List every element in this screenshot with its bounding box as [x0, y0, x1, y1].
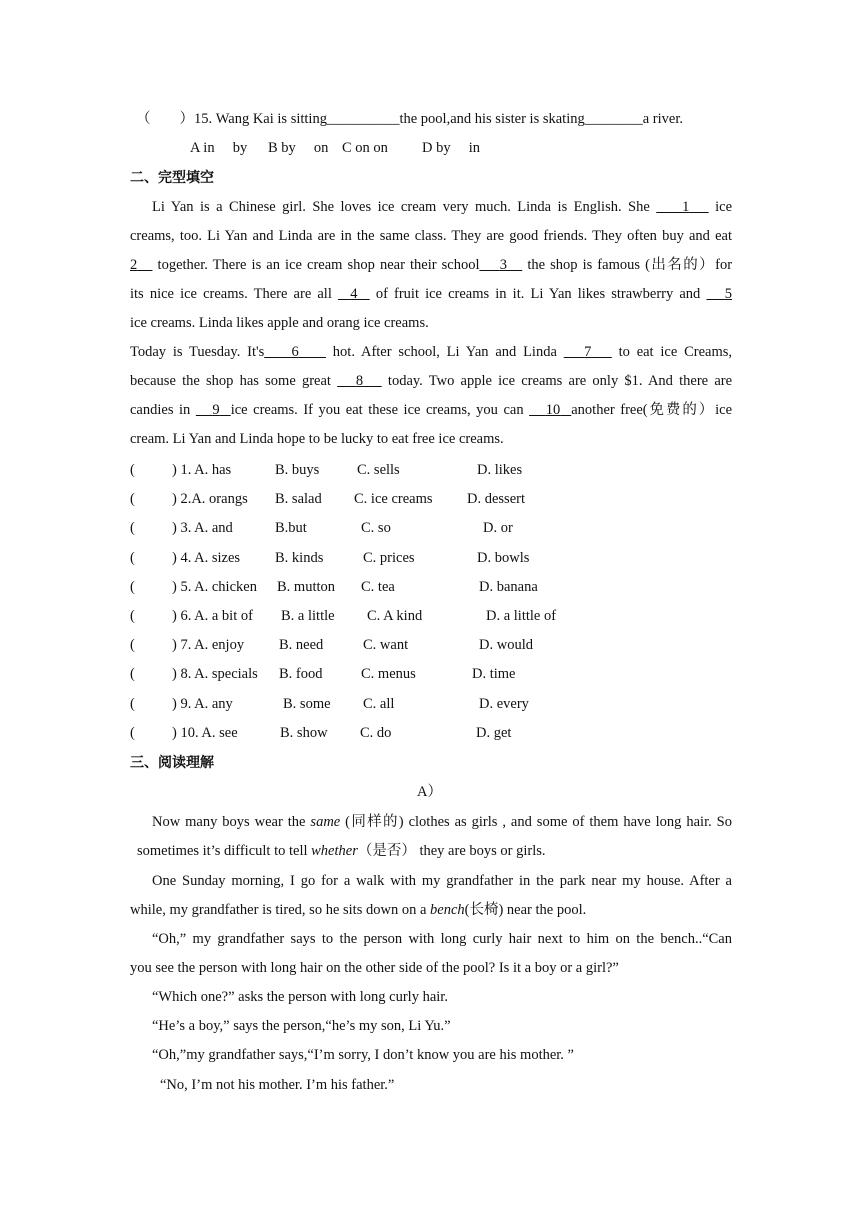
option-c: C. sells [357, 462, 400, 478]
reading-p1-line2 [137, 842, 546, 860]
cloze-line-9 [130, 430, 504, 448]
option-a: ) 8. A. specials [172, 666, 258, 683]
answer-paren: ( [130, 520, 135, 537]
cloze-text: candies in [130, 402, 196, 418]
option-a: ) 7. A. enjoy [172, 637, 245, 654]
question-text: 15. Wang Kai is sitting [194, 111, 327, 127]
question-row [0, 578, 860, 596]
answer-paren: ( [130, 578, 135, 595]
option-d: D. likes [477, 462, 523, 478]
option-b: B. some [283, 695, 331, 712]
reading-p1-line1 [152, 813, 732, 831]
option-c: C. want [363, 637, 409, 654]
reading-text: (同样的) clothes as girls , and some of them have long hair. So [340, 814, 732, 830]
option-a: ) 5. A. chicken [172, 578, 257, 595]
question-row [0, 695, 860, 713]
question-row [0, 519, 860, 537]
cloze-text: hot. After school, Li Yan and Linda [326, 344, 564, 360]
option-d: D. banana [479, 578, 538, 595]
option-d: D. dessert [467, 491, 525, 508]
question-row [0, 549, 860, 567]
option-a: ) 3. A. and [172, 520, 233, 537]
option-d: D. bowls [477, 549, 530, 566]
cloze-text: together. There is an ice cream shop near their school [152, 257, 480, 273]
cloze-text: its nice ice creams. There are all [130, 286, 338, 302]
cloze-text: ice creams. Linda likes apple and orang ice creams. [130, 315, 429, 331]
blank-10: 10 [545, 402, 561, 418]
question-15 [136, 110, 683, 128]
cloze-text: to eat ice Creams, [611, 344, 733, 360]
section-heading-reading: 三、阅读理解 [130, 755, 214, 771]
reading-text: Now many boys wear the [152, 814, 311, 830]
reading-p4: “Which one?” asks the person with long curly hair. [152, 989, 448, 1005]
option-b: B. buys [275, 462, 320, 478]
cloze-line-7 [130, 372, 732, 390]
option-a: ) 6. A. a bit of [172, 608, 253, 624]
cloze-text: cream. Li Yan and Linda hope to be lucky to eat free ice creams. [130, 431, 504, 447]
blank-3: 3 [499, 257, 508, 273]
option-c: C. so [361, 520, 391, 537]
reading-p2-line2 [130, 901, 586, 919]
cloze-text: Today is Tuesday. It's [130, 344, 265, 360]
question-row [0, 461, 860, 479]
cloze-text: ice creams. If you eat these ice creams, you can [230, 402, 530, 418]
option-c: C. ice creams [354, 491, 433, 508]
cloze-text: another free(免费的）ice [571, 402, 733, 418]
passage-label: A） [417, 784, 442, 800]
cloze-text: the shop is famous (出名的）for [522, 257, 733, 273]
option-a: A in by [190, 140, 248, 156]
cloze-line-2 [130, 227, 732, 245]
option-b: B. need [279, 637, 324, 654]
option-b: B. a little [281, 608, 335, 624]
answer-paren: ( [130, 491, 135, 508]
reading-text: sometimes it’s difficult to tell [137, 843, 312, 859]
option-b: B. show [280, 724, 328, 741]
option-c: C. A kind [367, 608, 423, 624]
answer-paren: ( [130, 724, 135, 741]
answer-paren: ( [130, 666, 135, 683]
blank: __________ [326, 111, 400, 127]
reading-p7: “No, I’m not his mother. I’m his father.” [160, 1077, 395, 1093]
blank-9: 9 [212, 402, 220, 418]
option-b: B. salad [275, 491, 322, 508]
option-b: B by on [268, 140, 329, 156]
blank-1: 1 [682, 199, 690, 215]
reading-text: (长椅) near the pool. [464, 902, 587, 918]
cloze-text: today. Two apple ice creams are only $1. And there are [381, 373, 733, 389]
cloze-line-8 [130, 401, 732, 419]
cloze-line-1 [152, 198, 732, 216]
cloze-line-3 [130, 256, 732, 274]
cloze-text: ice [708, 199, 733, 215]
option-c: C. all [363, 695, 395, 712]
blank-6: 6 [291, 344, 299, 360]
option-c: C. do [360, 724, 392, 741]
option-c: C. prices [363, 549, 415, 566]
reading-p2-line1 [152, 872, 732, 890]
cloze-line-6 [130, 343, 732, 361]
cloze-text: because the shop has some great [130, 373, 338, 389]
reading-p3-line2: you see the person with long hair on the other side of the pool? Is it a boy or a girl?” [130, 960, 619, 976]
option-b: B. food [279, 666, 323, 683]
blank-4: 4 [350, 286, 358, 302]
option-c: C. menus [361, 666, 416, 683]
reading-p5: “He’s a boy,” says the person,“he’s my son, Li Yu.” [152, 1018, 451, 1034]
reading-p3-line1 [152, 930, 732, 948]
question-row [0, 490, 860, 508]
option-b: B. mutton [277, 578, 336, 595]
option-a: ) 4. A. sizes [172, 549, 241, 566]
option-c: C on on [342, 140, 388, 156]
reading-keyword: bench [430, 902, 465, 918]
reading-text: “Oh,” my grandfather says to the person with long curly hair next to him on the bench..“Can [152, 931, 732, 947]
answer-paren: （ ） [136, 111, 194, 127]
option-c: C. tea [361, 578, 395, 595]
option-d: D. get [476, 724, 512, 741]
reading-text: One Sunday morning, I go for a walk with my grandfather in the park near my house. After a [152, 873, 732, 889]
cloze-text: Li Yan is a Chinese girl. She loves ice cream very much. Linda is English. She [152, 199, 657, 215]
cloze-line-5 [130, 314, 429, 332]
answer-paren: ( [130, 637, 135, 654]
answer-paren: ( [130, 549, 135, 566]
reading-text: （是否） they are boys or girls. [357, 843, 546, 859]
question-text: the pool,and his sister is skating [399, 111, 585, 127]
section-heading-cloze: 二、完型填空 [130, 170, 214, 186]
blank-5: 5 [724, 286, 733, 302]
reading-keyword: whether [311, 843, 358, 859]
option-d: D. or [483, 520, 513, 537]
option-d: D. time [472, 666, 516, 683]
question-row [0, 665, 860, 683]
cloze-text: creams, too. Li Yan and Linda are in the same class. They are good friends. They often buy and eat [130, 228, 732, 244]
option-b: B.but [275, 520, 307, 537]
blank-7: 7 [584, 344, 592, 360]
option-a: ) 1. A. has [172, 462, 232, 478]
blank-2: 2 [130, 257, 138, 273]
option-d: D by in [422, 140, 480, 156]
option-a: ) 9. A. any [172, 695, 233, 712]
answer-paren: ( [130, 695, 135, 712]
answer-paren: ( [130, 608, 135, 624]
option-d: D. would [479, 637, 533, 654]
option-a: ) 10. A. see [172, 724, 238, 741]
reading-keyword: same [310, 814, 341, 830]
option-d: D. a little of [486, 608, 557, 624]
option-a: ) 2.A. orangs [172, 491, 248, 508]
question-row [0, 724, 860, 742]
blank: ________ [584, 111, 643, 127]
question-row [0, 607, 860, 625]
reading-text: while, my grandfather is tired, so he sits down on a [130, 902, 431, 918]
cloze-line-4 [130, 285, 732, 303]
question-row [0, 636, 860, 654]
option-b: B. kinds [275, 549, 324, 566]
reading-p6: “Oh,”my grandfather says,“I’m sorry, I don’t know you are his mother. ” [152, 1047, 574, 1063]
cloze-text: of fruit ice creams in it. Li Yan likes strawberry and [369, 286, 707, 302]
option-d: D. every [479, 695, 529, 712]
blank-8: 8 [355, 373, 364, 389]
question-text: a river. [642, 111, 683, 127]
answer-paren: ( [130, 462, 135, 478]
